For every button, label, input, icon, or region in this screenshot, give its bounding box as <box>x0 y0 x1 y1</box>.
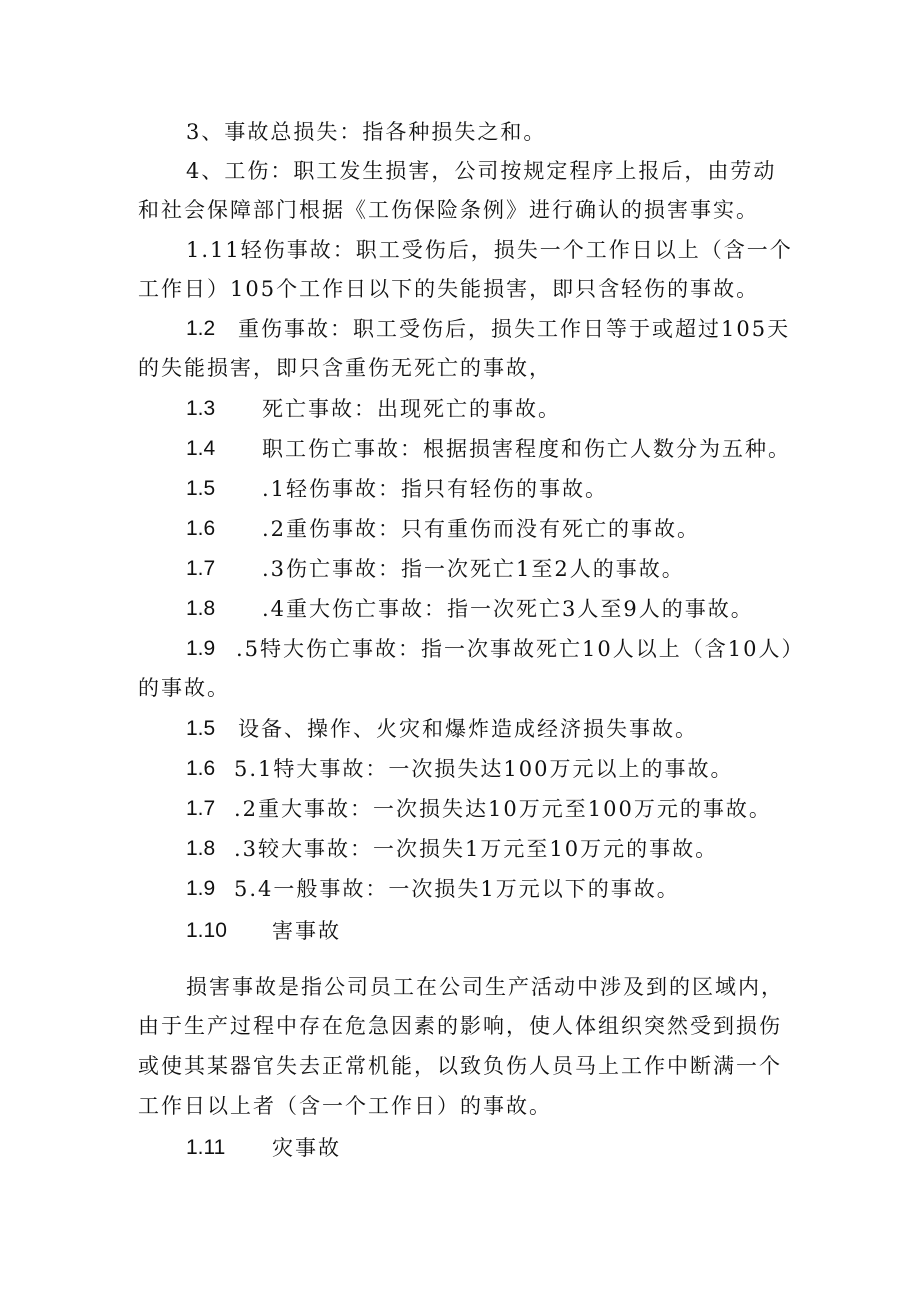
text-line: 5.4一般事故：一次损失1万元以下的事故。 <box>234 877 680 901</box>
text-line: 1.11轻伤事故：职工受伤后，损失一个工作日以上（含一个 <box>186 238 793 262</box>
section-number: 1.8 <box>186 597 216 620</box>
text-line: 工作日）105个工作日以下的失能损害，即只含轻伤的事故。 <box>138 277 760 301</box>
text-line: .3较大事故：一次损失1万元至10万元的事故。 <box>234 837 719 861</box>
section-number: 1.6 <box>186 757 216 780</box>
text-line: 的事故。 <box>138 676 230 700</box>
text-line: 5.1特大事故：一次损失达100万元以上的事故。 <box>234 757 734 781</box>
section-number: 1.3 <box>186 397 216 420</box>
text-line: .5特大伤亡事故：指一次事故死亡10人以上（含10人） <box>236 637 805 661</box>
section-number: 1.7 <box>186 557 216 580</box>
section-number: 1.10 <box>186 919 227 942</box>
section-heading: 灾事故 <box>272 1136 341 1160</box>
text-line: 和社会保障部门根据《工伤保险条例》进行确认的损害事实。 <box>138 198 759 222</box>
text-line: 的失能损害，即只含重伤无死亡的事故， <box>138 356 552 380</box>
section-number: 1.8 <box>186 837 216 860</box>
text-line: .1轻伤事故：指只有轻伤的事故。 <box>262 477 609 501</box>
text-line: 设备、操作、火灾和爆炸造成经济损失事故。 <box>238 717 698 741</box>
text-line: 由于生产过程中存在危急因素的影响，使人体组织突然受到损伤 <box>138 1014 782 1038</box>
text-line: .3伤亡事故：指一次死亡1至2人的事故。 <box>262 557 685 581</box>
text-line: 损害事故是指公司员工在公司生产活动中涉及到的区域内， <box>186 975 784 999</box>
section-number: 1.9 <box>186 877 216 900</box>
text-line: 职工伤亡事故：根据损害程度和伤亡人数分为五种。 <box>262 437 791 461</box>
text-line: 或使其某器官失去正常机能，以致负伤人员马上工作中断满一个 <box>138 1054 782 1078</box>
section-heading: 害事故 <box>272 919 341 943</box>
text-line: 死亡事故：出现死亡的事故。 <box>262 397 561 421</box>
section-number: 1.5 <box>186 717 216 740</box>
text-line: 4、工伤：职工发生损害，公司按规定程序上报后，由劳动 <box>186 159 777 183</box>
section-number: 1.2 <box>186 317 216 340</box>
section-number: 1.5 <box>186 477 216 500</box>
text-line: .2重大事故：一次损失达10万元至100万元的事故。 <box>234 797 772 821</box>
text-line: .4重大伤亡事故：指一次死亡3人至9人的事故。 <box>262 597 754 621</box>
section-number: 1.7 <box>186 797 216 820</box>
text-line: 重伤事故：职工受伤后，损失工作日等于或超过105天 <box>238 317 791 341</box>
section-number: 1.4 <box>186 437 216 460</box>
section-number: 1.9 <box>186 637 216 660</box>
text-line: 3、事故总损失：指各种损失之和。 <box>186 120 547 144</box>
text-line: .2重伤事故：只有重伤而没有死亡的事故。 <box>262 517 701 541</box>
section-number: 1.6 <box>186 517 216 540</box>
section-number: 1.11 <box>186 1136 226 1159</box>
text-line: 工作日以上者（含一个工作日）的事故。 <box>138 1094 552 1118</box>
